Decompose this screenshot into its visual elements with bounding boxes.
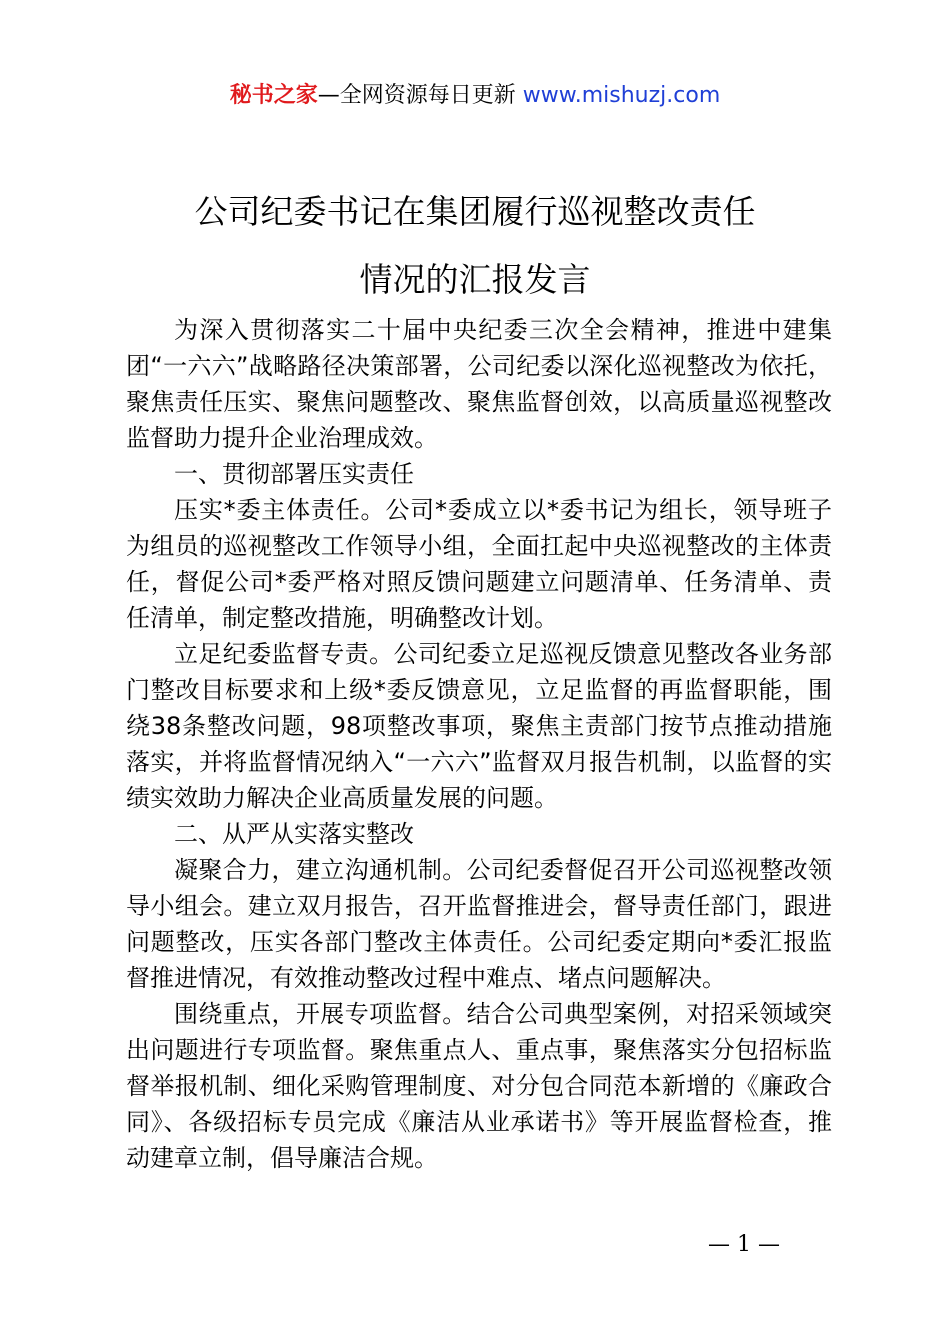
intro-paragraph: 为深入贯彻落实二十届中央纪委三次全会精神，推进中建集团“一六六”战略路径决策部署，公司纪委以深化巡视整改为依托，聚焦责任压实、聚焦问题整改、聚焦监督创效，以高质量巡视整改监督助力提升企业治理成效。 [126,316,832,452]
document-title-line-1: 公司纪委书记在集团履行巡视整改责任 [194,192,756,231]
page-number: — 1 — [708,1232,780,1257]
body-paragraph: 围绕重点，开展专项监督。结合公司典型案例，对招采领域突出问题进行专项监督。聚焦重点人、重点事，聚焦落实分包招标监督举报机制、细化采购管理制度、对分包合同范本新增的《廉政合同》、各级招标专员完成《廉洁从业承诺书》等开展监督检查，推动建章立制，倡导廉洁合规。 [126,1000,832,1172]
body-paragraph: 压实*委主体责任。公司*委成立以*委书记为组长，领导班子为组员的巡视整改工作领导小组，全面扛起中央巡视整改的主体责任，督促公司*委严格对照反馈问题建立问题清单、任务清单、责任清单，制定整改措施，明确整改计划。 [126,496,832,632]
body-paragraph: 立足纪委监督专责。公司纪委立足巡视反馈意见整改各业务部门整改目标要求和上级*委反馈意见，立足监督的再监督职能，围绕38条整改问题，98项整改事项，聚焦主责部门按节点推动措施落实，并将监督情况纳入“一六六”监督双月报告机制，以监督的实绩实效助力解决企业高质量发展的问题。 [126,640,832,812]
brand-slogan: —全网资源每日更新 [317,83,516,108]
site-banner [0,78,950,114]
brand-name: 秘书之家 [229,83,318,108]
site-url-link[interactable]: www.mishuzj.com [522,83,721,108]
section-heading-1: 一、贯彻部署压实责任 [174,460,414,488]
document-title-line-2: 情况的汇报发言 [359,260,591,299]
section-heading-2: 二、从严从实落实整改 [174,820,414,848]
body-paragraph: 凝聚合力，建立沟通机制。公司纪委督促召开公司巡视整改领导小组会。建立双月报告，召开监督推进会，督导责任部门，跟进问题整改，压实各部门整改主体责任。公司纪委定期向*委汇报监督推进情况，有效推动整改过程中难点、堵点问题解决。 [126,856,832,992]
document-body [126,312,832,1176]
